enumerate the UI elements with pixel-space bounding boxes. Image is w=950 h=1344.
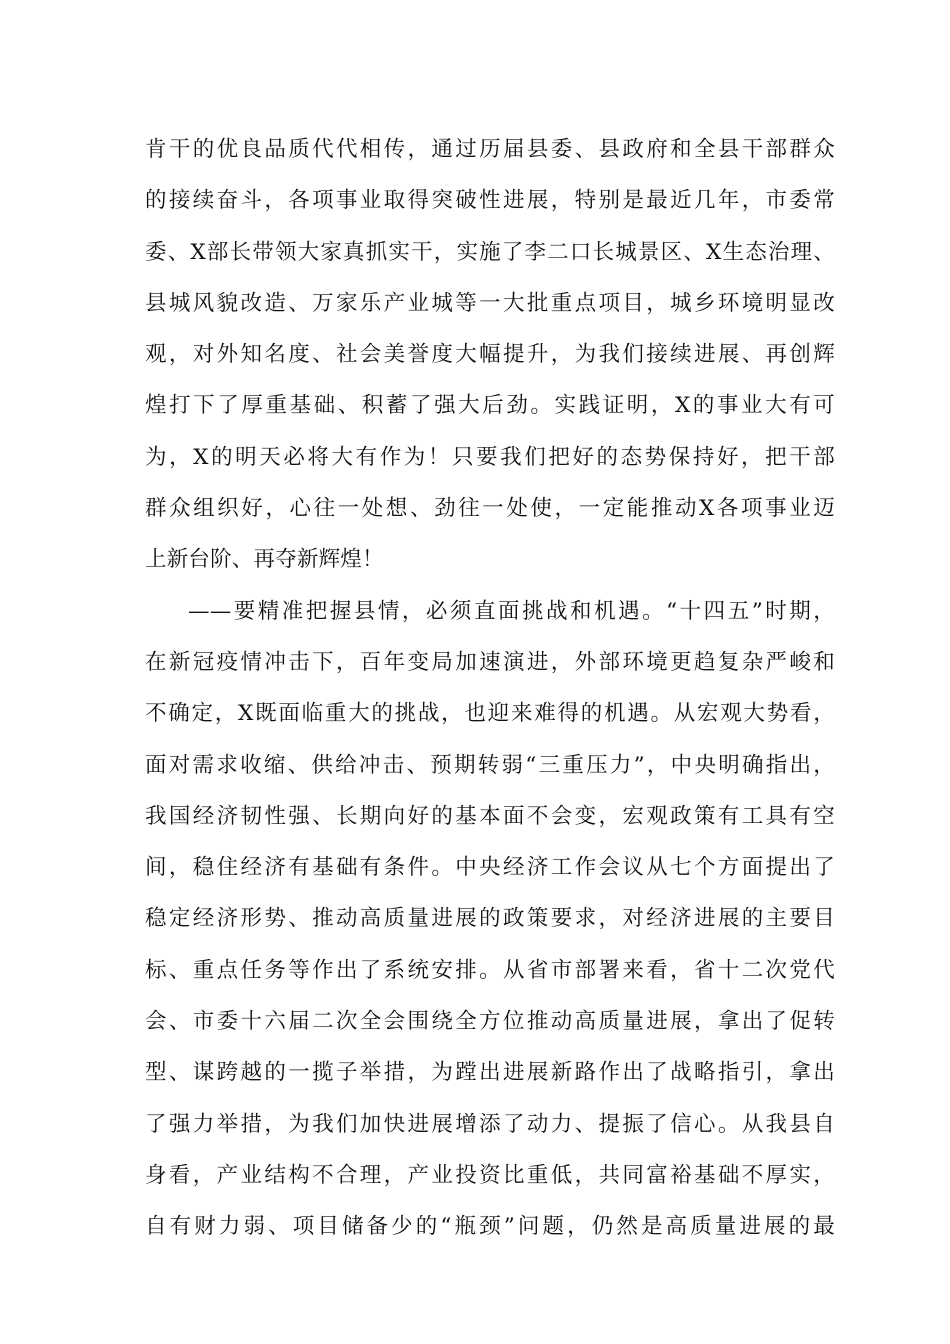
text-line: 间，稳住经济有基础有条件。中央经济工作会议从七个方面提出了 [145,855,835,881]
text-line: 标、重点任务等作出了系统安排。从省市部署来看，省十二次党代 [145,957,835,983]
text-line: 的接续奋斗，各项事业取得突破性进展，特别是最近几年，市委常 [145,188,835,214]
paragraph-2 [145,586,835,1253]
text-line: 身看，产业结构不合理，产业投资比重低，共同富裕基础不厚实， [145,1162,835,1188]
text-line: ——要精准把握县情，必须直面挑战和机遇。“十四五”时期， [188,598,835,624]
text-line: 为，X的明天必将大有作为！只要我们把好的态势保持好，把干部 [145,444,835,470]
text-line: 了强力举措，为我们加快进展增添了动力、提振了信心。从我县自 [145,1111,835,1137]
text-line: 煌打下了厚重基础、积蓄了强大后劲。实践证明，X的事业大有可 [145,393,835,419]
text-line: 稳定经济形势、推动高质量进展的政策要求，对经济进展的主要目 [145,906,835,932]
text-line: 不确定，X既面临重大的挑战，也迎来难得的机遇。从宏观大势看， [145,701,835,727]
text-line: 面对需求收缩、供给冲击、预期转弱“三重压力”，中央明确指出， [145,752,835,778]
text-line: 自有财力弱、项目储备少的“瓶颈”问题，仍然是高质量进展的最 [145,1214,835,1240]
text-line: 上新台阶、再夺新辉煌！ [145,547,384,573]
text-line: 在新冠疫情冲击下，百年变局加速演进，外部环境更趋复杂严峻和 [145,649,835,675]
text-line: 委、X部长带领大家真抓实干，实施了李二口长城景区、X生态治理、 [145,239,835,265]
text-line: 观，对外知名度、社会美誉度大幅提升，为我们接续进展、再创辉 [145,342,835,368]
text-line: 肯干的优良品质代代相传，通过历届县委、县政府和全县干部群众 [145,137,835,162]
text-line: 型、谋跨越的一揽子举措，为蹚出进展新路作出了战略指引，拿出 [145,1060,835,1086]
body-text [145,124,835,1253]
paragraph-1 [145,124,835,586]
text-line: 县城风貌改造、万家乐产业城等一大批重点项目，城乡环境明显改 [145,290,835,316]
text-line: 群众组织好，心往一处想、劲往一处使，一定能推动X各项事业迈 [145,496,835,522]
text-line: 会、市委十六届二次全会围绕全方位推动高质量进展，拿出了促转 [145,1009,835,1035]
text-line: 我国经济韧性强、长期向好的基本面不会变，宏观政策有工具有空 [145,803,835,829]
